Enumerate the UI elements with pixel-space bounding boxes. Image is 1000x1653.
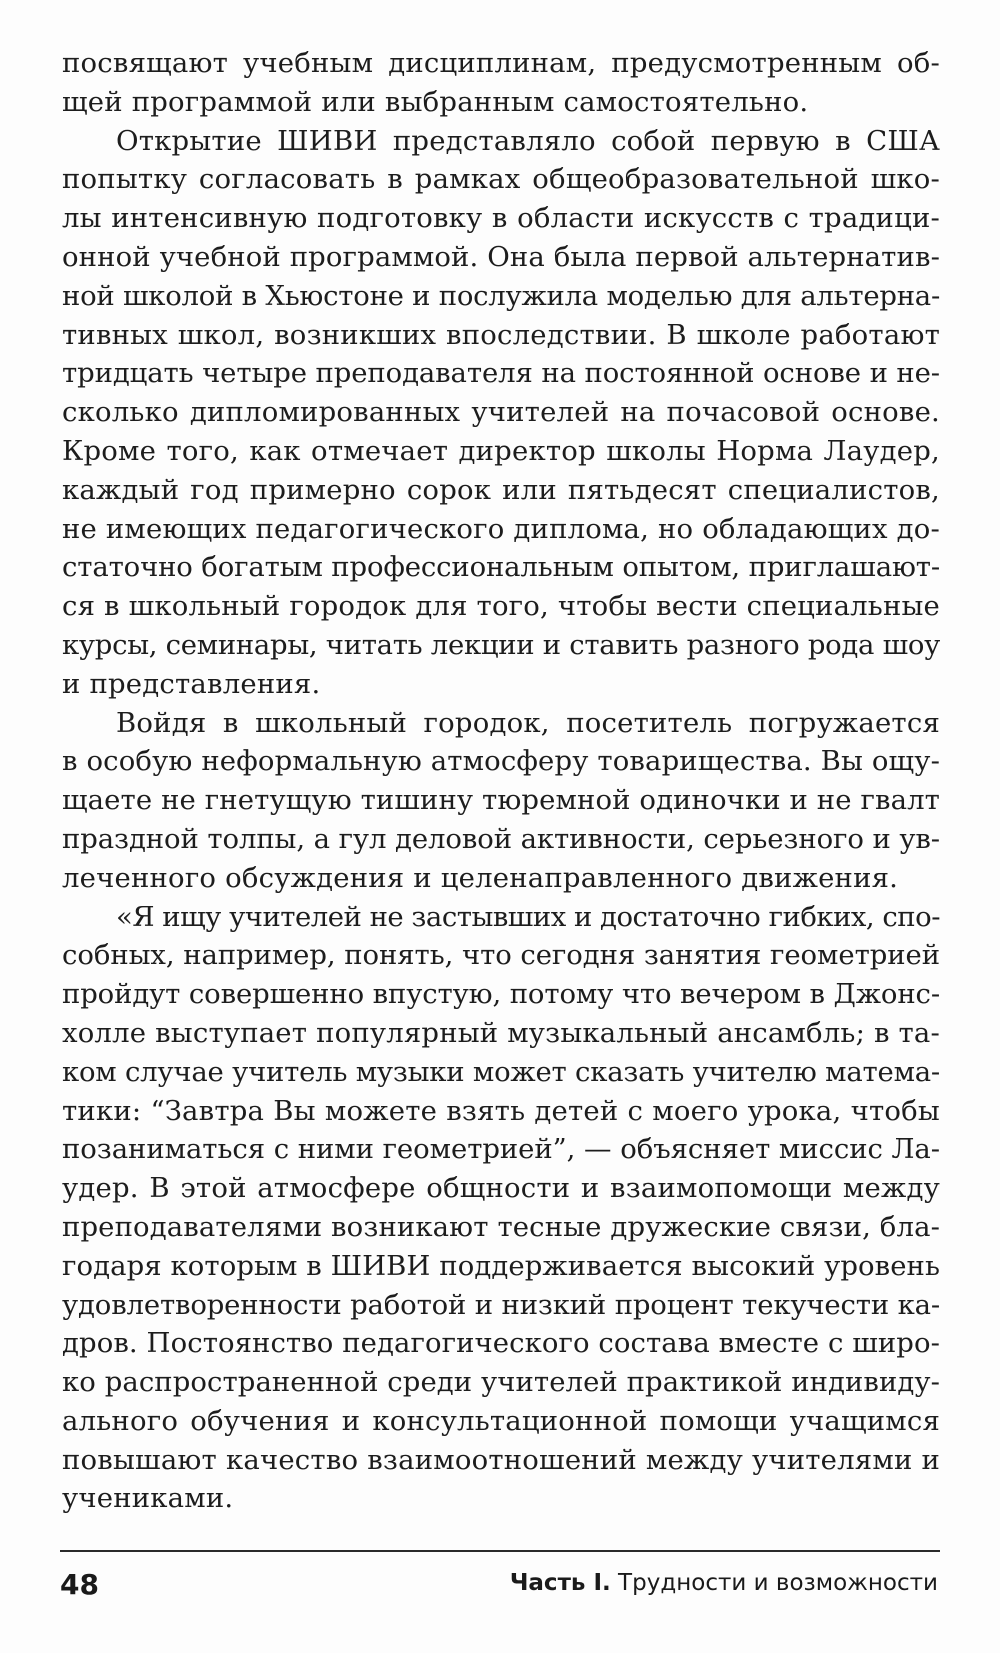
text-line: Открытие ШИВИ представляло собой первую в США <box>116 124 940 157</box>
text-line: курсы, семинары, читать лекции и ставить разного рода шоу <box>62 628 940 661</box>
text-line: тики: “Завтра Вы можете взять детей с моего урока, чтобы <box>62 1094 940 1127</box>
text-line: посвящают учебным дисциплинам, предусмотренным об- <box>62 47 940 79</box>
text-line: ся в школьный городок для того, чтобы вести специальные <box>62 590 940 623</box>
text-line: холле выступает популярный музыкальный ансамбль; в та- <box>62 1016 940 1049</box>
text-line: и представления. <box>62 667 321 700</box>
page-number: 48 <box>60 1568 99 1601</box>
text-line: леченного обсуждения и целенаправленного движения. <box>62 861 899 894</box>
text-line: пройдут совершенно впустую, потому что вечером в Джонс- <box>62 978 940 1011</box>
section-title: Трудности и возможности <box>610 1570 938 1596</box>
text-line: повышают качество взаимоотношений между учителями и <box>62 1443 940 1476</box>
text-line: преподавателями возникают тесные дружеские связи, бла- <box>62 1210 940 1243</box>
body-text <box>62 44 940 1518</box>
text-line: ной школой в Хьюстоне и послужила моделью для альтерна- <box>62 279 940 312</box>
running-footer <box>510 1570 938 1596</box>
text-line: онной учебной программой. Она была первой альтернатив- <box>62 240 940 273</box>
text-line: «Я ищу учителей не застывших и достаточно гибких, спо- <box>116 900 940 933</box>
text-line: позаниматься с ними геометрией”, — объясняет миссис Ла- <box>62 1133 940 1166</box>
text-line: лы интенсивную подготовку в области искусств с традици- <box>62 202 940 235</box>
text-line: Войдя в школьный городок, посетитель погружается <box>116 706 940 739</box>
footer-rule <box>60 1550 940 1552</box>
text-line: учениками. <box>62 1482 234 1515</box>
text-line: праздной толпы, а гул деловой активности, серьезного и ув- <box>62 822 940 855</box>
text-line: удовлетворенности работой и низкий процент текучести ка- <box>62 1288 940 1321</box>
text-line: не имеющих педагогического диплома, но обладающих до- <box>62 512 940 545</box>
text-line: удер. В этой атмосфере общности и взаимопомощи между <box>62 1172 940 1205</box>
text-line: каждый год примерно сорок или пятьдесят специалистов, <box>62 473 940 506</box>
text-line: ального обучения и консультационной помощи учащимся <box>62 1404 940 1437</box>
text-line: статочно богатым профессиональным опытом, приглашают- <box>62 551 940 584</box>
part-label: Часть I. <box>509 1570 611 1596</box>
text-line: попытку согласовать в рамках общеобразовательной шко- <box>62 163 940 196</box>
text-line: дров. Постоянство педагогического состава вместе с широ- <box>62 1327 940 1360</box>
text-line: щей программой или выбранным самостоятельно. <box>62 85 809 118</box>
text-line: собных, например, понять, что сегодня занятия геометрией <box>62 939 940 972</box>
text-line: тивных школ, возникших впоследствии. В школе работают <box>62 318 940 351</box>
text-line: сколько дипломированных учителей на почасовой основе. <box>62 396 940 429</box>
text-line: Кроме того, как отмечает директор школы Норма Лаудер, <box>62 434 940 467</box>
text-line: ком случае учитель музыки может сказать учителю матема- <box>62 1055 940 1088</box>
text-line: в особую неформальную атмосферу товарищества. Вы ощу- <box>62 745 940 778</box>
text-line: тридцать четыре преподавателя на постоянной основе и не- <box>62 357 940 390</box>
text-line: годаря которым в ШИВИ поддерживается высокий уровень <box>62 1249 940 1282</box>
text-line: ко распространенной среди учителей практикой индивиду- <box>62 1366 940 1399</box>
text-line: щаете не гнетущую тишину тюремной одиночки и не гвалт <box>62 784 940 817</box>
